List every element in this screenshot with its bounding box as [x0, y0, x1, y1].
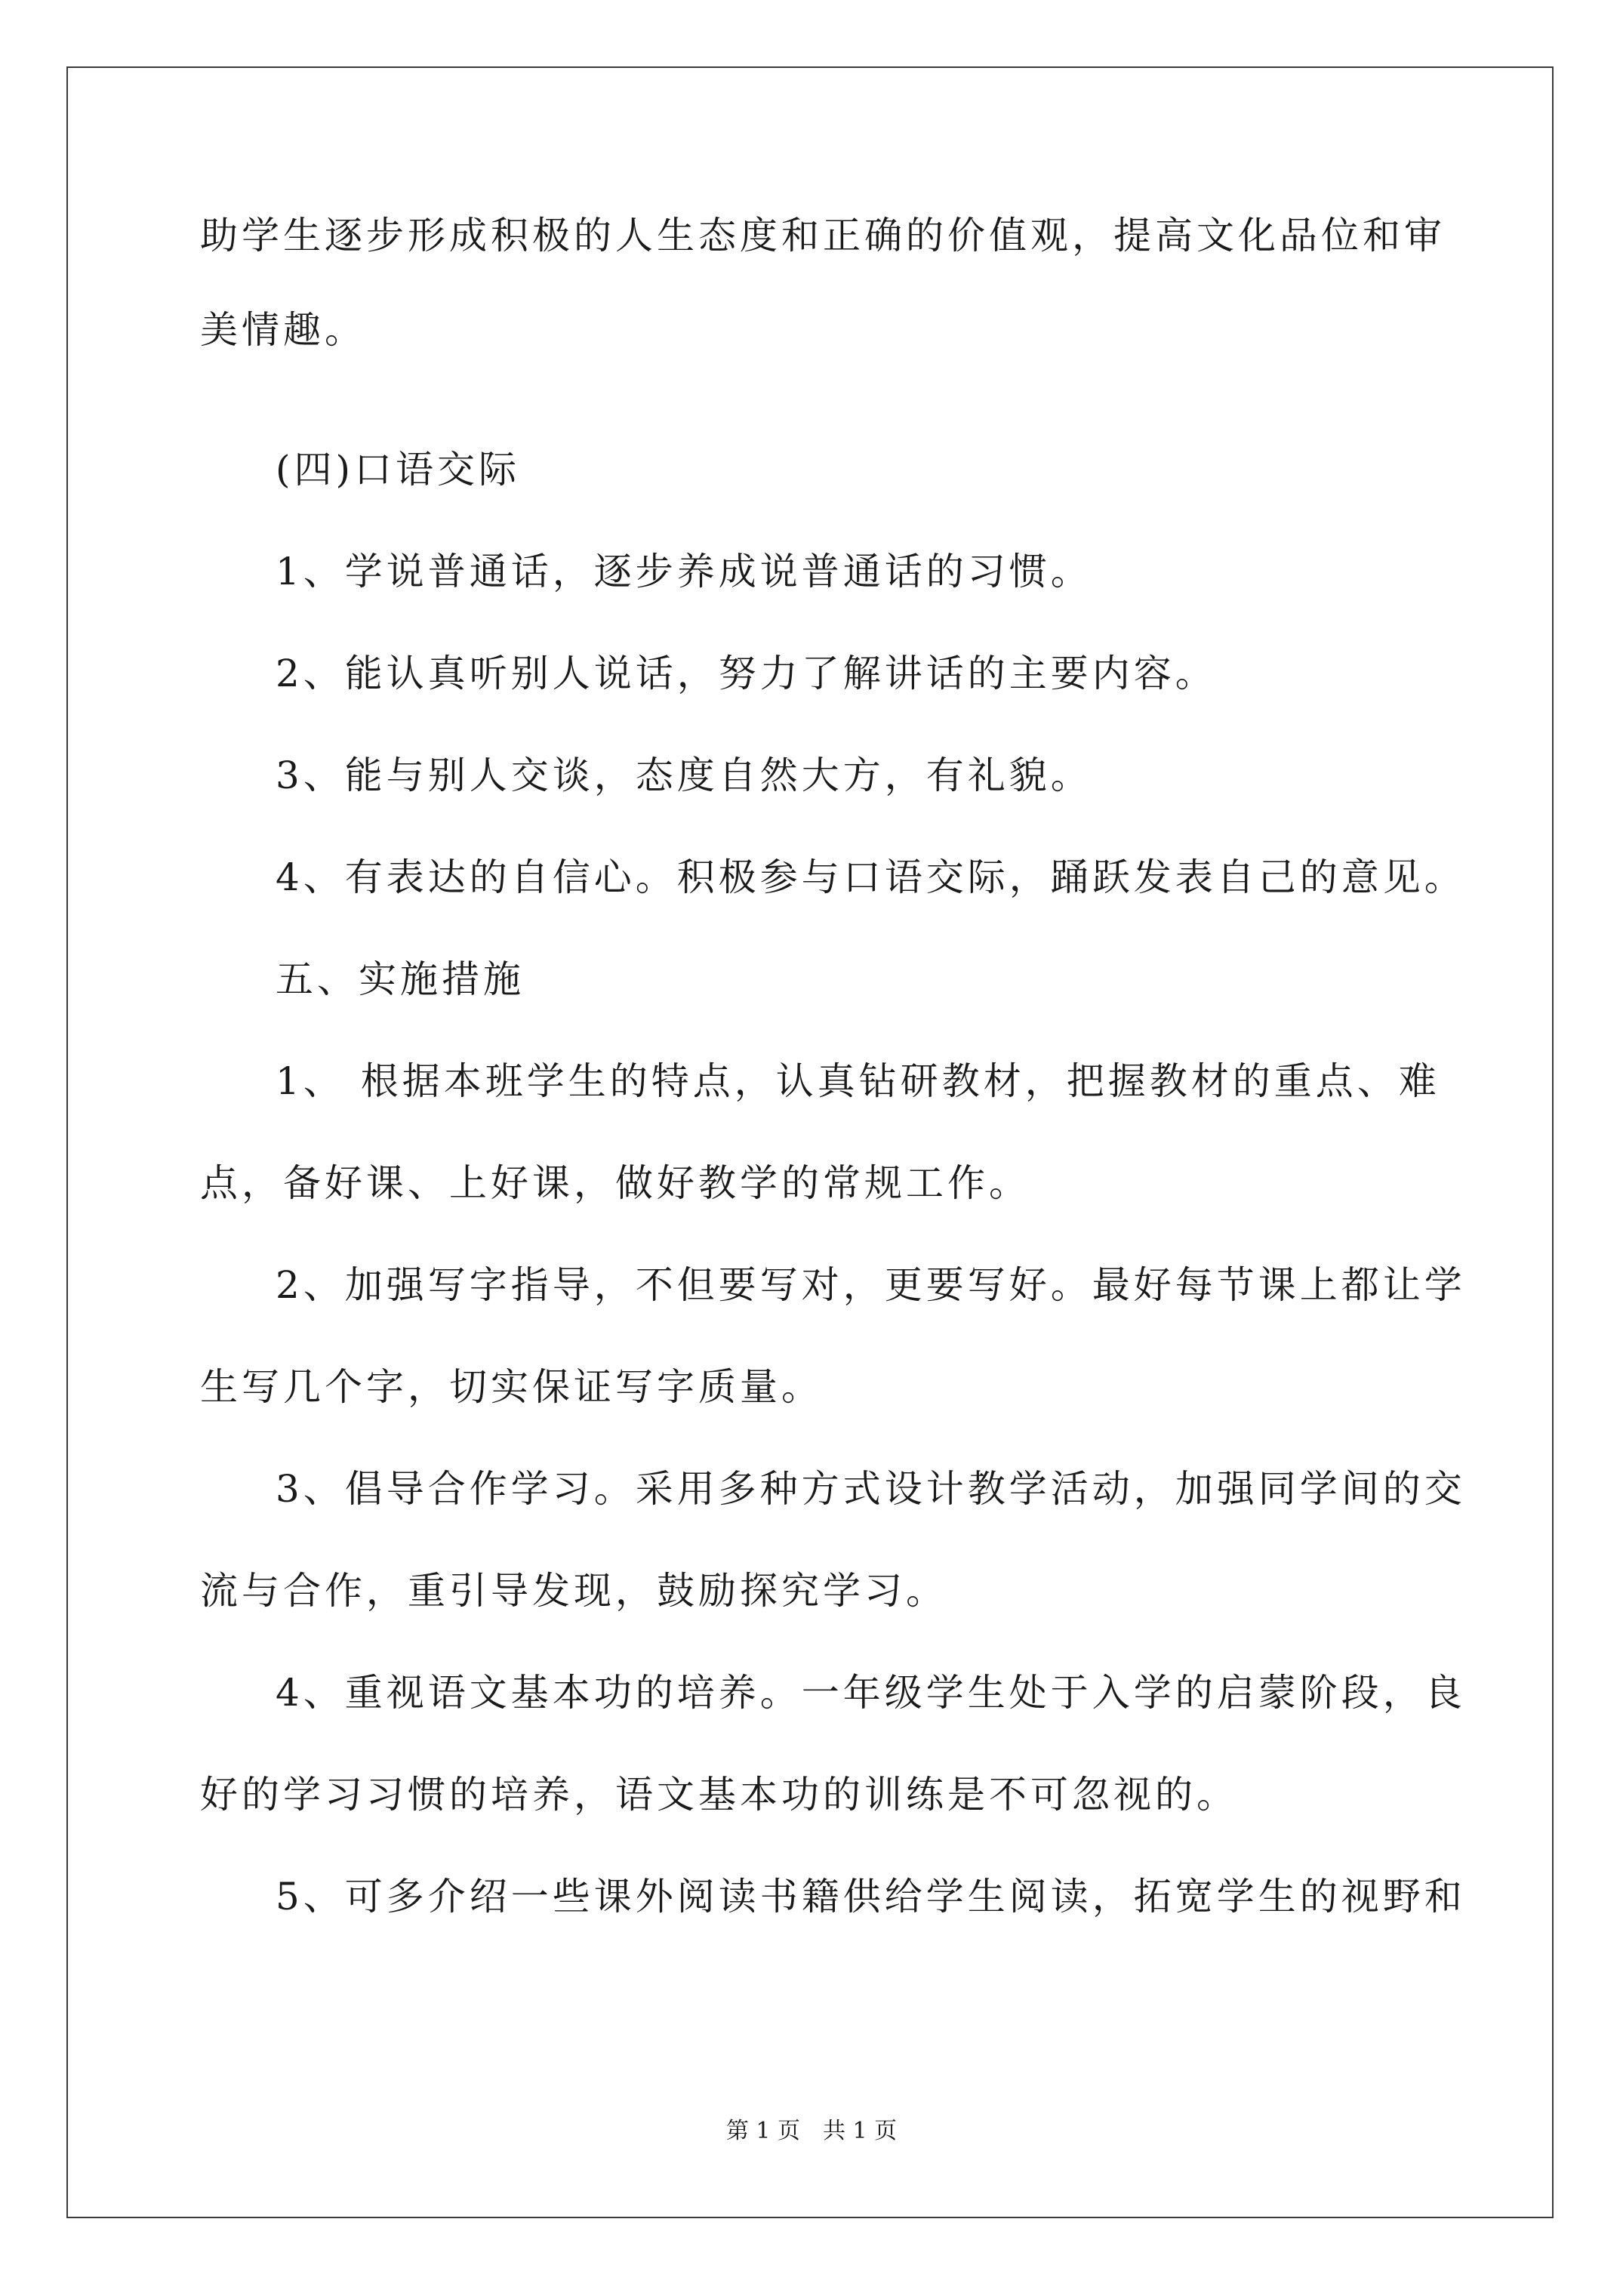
section-heading: 五、实施措施: [276, 957, 525, 1001]
list-item: 2、加强写字指导，不但要写对，更要写好。最好每节课上都让学: [276, 1263, 1466, 1307]
text-line: 点，备好课、上好课，做好教学的常规工作。: [200, 1161, 1030, 1205]
list-item: 5、可多介绍一些课外阅读书籍供给学生阅读，拓宽学生的视野和: [276, 1875, 1466, 1918]
list-item: 4、重视语文基本功的培养。一年级学生处于入学的启蒙阶段，良: [276, 1671, 1466, 1715]
text-line: 生写几个字，切实保证写字质量。: [200, 1365, 823, 1409]
list-item: 3、倡导合作学习。采用多种方式设计教学活动，加强同学间的交: [276, 1467, 1466, 1511]
list-item: 1、学说普通话，逐步养成说普通话的习惯。: [276, 550, 1092, 593]
text-line: 美情趣。: [200, 308, 366, 352]
list-item: 2、能认真听别人说话，努力了解讲话的主要内容。: [276, 652, 1217, 695]
list-item: 3、能与别人交谈，态度自然大方，有礼貌。: [276, 754, 1092, 797]
section-heading: (四)口语交际: [276, 448, 521, 492]
page-footer: 第 1 页 共 1 页: [725, 2118, 898, 2144]
text-line: 助学生逐步形成积极的人生态度和正确的价值观，提高文化品位和审: [200, 214, 1446, 257]
list-item: 4、有表达的自信心。积极参与口语交际，踊跃发表自己的意见。: [276, 855, 1466, 899]
text-line: 流与合作，重引导发现，鼓励探究学习。: [200, 1569, 947, 1613]
text-line: 好的学习习惯的培养，语文基本功的训练是不可忽视的。: [200, 1773, 1238, 1817]
list-item: 1、 根据本班学生的特点，认真钻研教材，把握教材的重点、难: [276, 1059, 1440, 1103]
